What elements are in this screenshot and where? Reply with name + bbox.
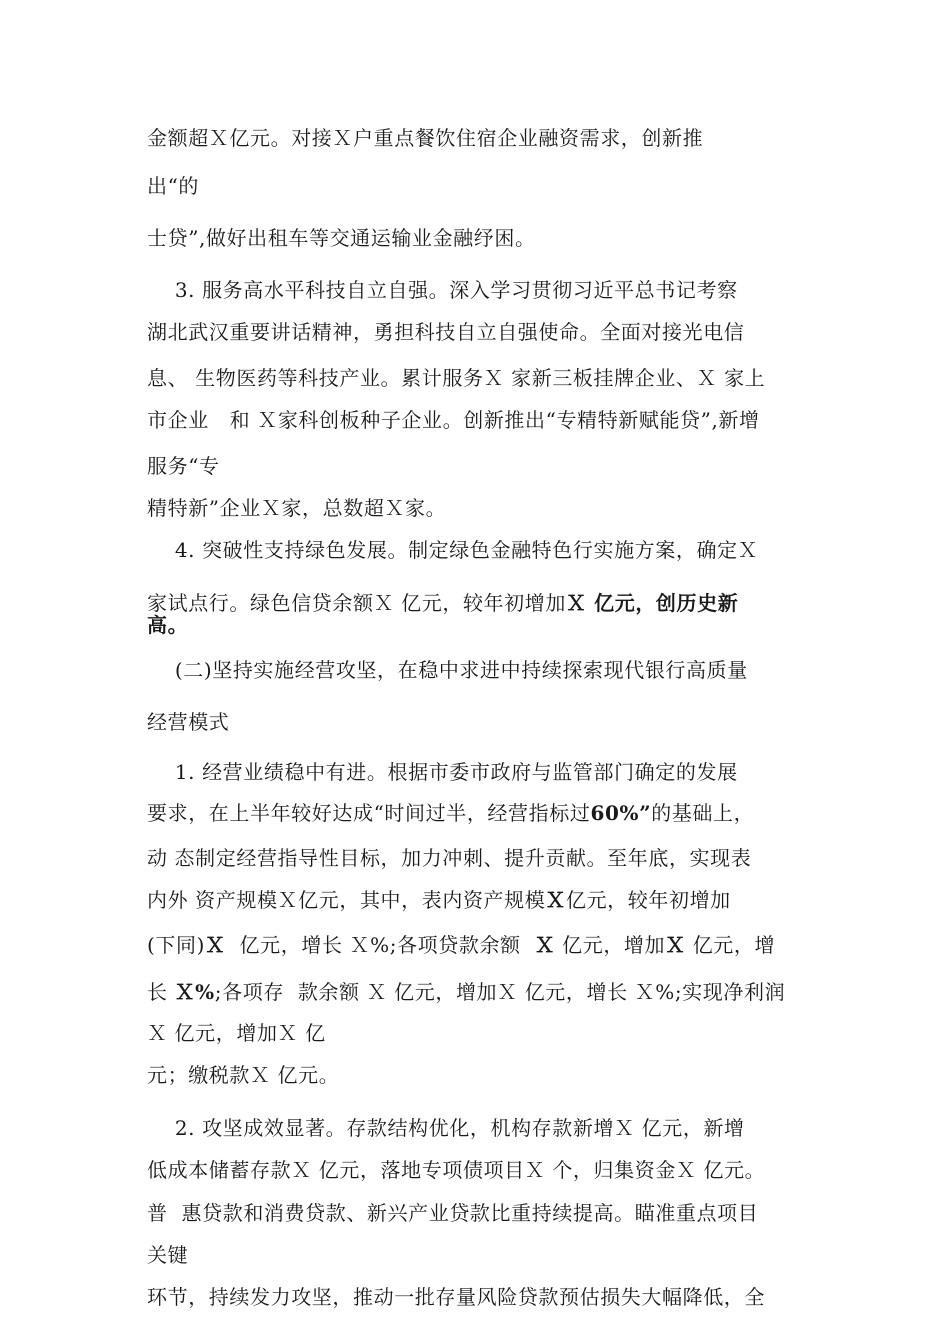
text-line xyxy=(147,933,775,957)
text-line: 服务“专 xyxy=(147,454,220,478)
text-line: 关键 xyxy=(147,1243,189,1267)
text-run-bold: Ｘ% xyxy=(174,980,215,1004)
text-line xyxy=(147,591,738,615)
section-heading: (二)坚持实施经营攻坚，在稳中求进中持续探索现代银行高质量 xyxy=(147,658,748,682)
text-run: 的基础上， xyxy=(651,801,755,825)
text-line: 高。 xyxy=(147,613,189,637)
text-run: 要求，在上半年较好达成“时间过半，经营指标过 xyxy=(147,801,591,825)
text-line: 元；缴税款Ｘ 亿元。 xyxy=(147,1063,340,1087)
text-run-bold: Ｘ xyxy=(534,933,556,957)
text-line: 湖北武汉重要讲话精神，勇担科技自立自强使命。全面对接光电信 xyxy=(147,320,745,344)
text-line: 环节，持续发力攻坚，推动一批存量风险贷款预估损失大幅降低，全 xyxy=(147,1285,765,1309)
text-run-bold: Ｘ xyxy=(545,888,566,912)
text-run-bold: Ｘ xyxy=(665,933,686,957)
text-line: 普 惠贷款和消费贷款、新兴产业贷款比重持续提高。瞄准重点项目 xyxy=(147,1201,759,1225)
text-line: 低成本储蓄存款Ｘ 亿元，落地专项债项目Ｘ 个，归集资金Ｘ 亿元。 xyxy=(147,1158,766,1182)
text-run: 家试点行。绿色信贷余额Ｘ 亿元，较年初增加 xyxy=(147,591,566,615)
text-line: 2. 攻坚成效显著。存款结构优化，机构存款新增Ｘ 亿元，新增 xyxy=(147,1116,745,1140)
text-line: 1. 经营业绩稳中有进。根据市委市政府与监管部门确定的发展 xyxy=(147,760,738,784)
text-run: 长 xyxy=(147,980,175,1004)
text-run: 亿元，增加 xyxy=(555,933,666,957)
text-line: 精特新”企业Ｘ家，总数超Ｘ家。 xyxy=(147,496,447,520)
text-line: 出“的 xyxy=(147,174,200,198)
text-run-bold: Ｘ 亿元，创历史新 xyxy=(565,591,739,615)
text-line: Ｘ 亿元，增加Ｘ 亿 xyxy=(147,1021,326,1045)
text-line xyxy=(147,888,731,912)
text-run-bold: Ｘ xyxy=(205,933,226,957)
text-run: 亿元，较年初增加 xyxy=(565,888,731,912)
text-run: 内外 资产规模Ｘ亿元，其中，表内资产规模 xyxy=(147,888,546,912)
text-run-bold: 60%” xyxy=(590,801,652,825)
text-run: ;各项存 款余额 Ｘ 亿元，增加Ｘ 亿元，增长 Ｘ%;实现净利润 xyxy=(214,980,786,1004)
text-line xyxy=(147,980,785,1004)
text-line: 金额超Ｘ亿元。对接Ｘ户重点餐饮住宿企业融资需求，创新推 xyxy=(147,126,704,150)
text-line: 士贷”,做好出租车等交通运输业金融纾困。 xyxy=(147,226,536,250)
text-line: 市企业 和 Ｘ家科创板种子企业。创新推出“专精特新赋能贷”,新增 xyxy=(147,408,760,432)
text-line: 4. 突破性支持绿色发展。制定绿色金融特色行实施方案，确定Ｘ xyxy=(147,538,759,562)
section-heading-cont: 经营模式 xyxy=(147,710,230,734)
text-line: 3. 服务高水平科技自立自强。深入学习贯彻习近平总书记考察 xyxy=(147,278,738,302)
text-line xyxy=(147,801,754,825)
text-run: 亿元，增 xyxy=(685,933,776,957)
text-line: 动 态制定经营指导性目标，加力冲刺、提升贡献。至年底，实现表 xyxy=(147,846,752,870)
text-line: 息、 生物医药等科技产业。累计服务Ｘ 家新三板挂牌企业、Ｘ 家上 xyxy=(147,366,766,390)
text-run: 亿元，增长 Ｘ%;各项贷款余额 xyxy=(225,933,535,957)
text-run: (下同) xyxy=(147,933,206,957)
